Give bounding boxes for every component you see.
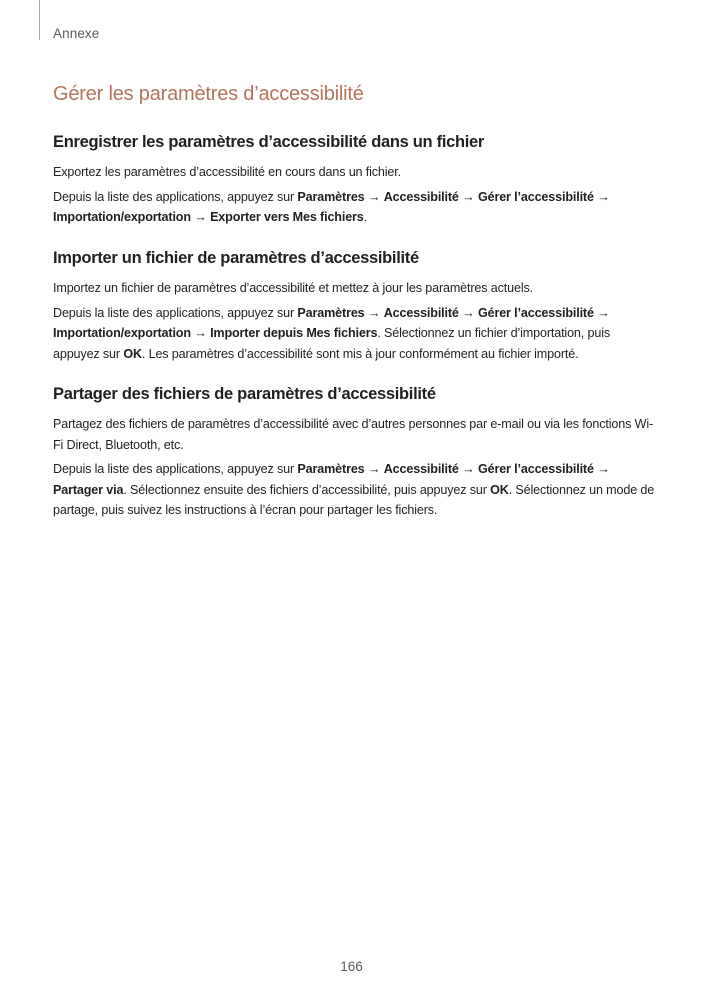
- arrow-icon: →: [367, 305, 381, 320]
- menu-path-item: Gérer l’accessibilité: [477, 462, 594, 476]
- section-share: [53, 383, 658, 525]
- menu-path-item: Partager via: [53, 482, 124, 497]
- steps-suffix: .: [363, 210, 368, 224]
- arrow-icon: →: [367, 189, 381, 204]
- section-intro: Importez un fichier de paramètres d’accessibilité et mettez à jour les paramètres actuels.: [53, 281, 533, 295]
- section-intro: Exportez les paramètres d’accessibilité en cours dans un fichier.: [53, 165, 401, 179]
- margin-rule: [39, 0, 40, 40]
- section-heading: Enregistrer les paramètres d’accessibilité dans un fichier: [53, 133, 485, 151]
- menu-path-item: Paramètres: [297, 305, 365, 320]
- menu-path-item: Gérer l’accessibilité: [477, 305, 594, 320]
- steps-mid: . Sélectionnez un fichier d’importation, puis appuyez sur: [53, 326, 610, 361]
- arrow-icon: →: [194, 210, 207, 224]
- arrow-icon: →: [462, 462, 475, 476]
- arrow-icon: →: [597, 305, 610, 320]
- section-steps: [53, 303, 658, 365]
- section-heading: Importer un fichier de paramètres d’accessibilité: [53, 249, 419, 267]
- section-steps: [53, 187, 658, 228]
- steps-prefix: Depuis la liste des applications, appuyez sur: [53, 305, 298, 320]
- section-import: [53, 247, 658, 368]
- steps-prefix: Depuis la liste des applications, appuyez sur: [53, 462, 298, 476]
- menu-path-item: Accessibilité: [383, 189, 459, 204]
- menu-path-item: Accessibilité: [383, 305, 459, 320]
- chapter-label: Annexe: [53, 26, 100, 41]
- steps-mid: . Sélectionnez ensuite des fichiers d’accessibilité, puis appuyez sur: [123, 482, 491, 497]
- menu-path-item: Importation/exportation: [53, 326, 191, 340]
- steps-suffix: . Les paramètres d’accessibilité sont mis à jour conformément au fichier importé.: [141, 346, 579, 361]
- arrow-icon: →: [367, 462, 381, 476]
- menu-path-item: Exporter vers Mes fichiers: [210, 210, 364, 224]
- steps-prefix: Depuis la liste des applications, appuyez sur: [53, 189, 298, 204]
- arrow-icon: →: [597, 462, 610, 476]
- page-title: Gérer les paramètres d’accessibilité: [53, 83, 364, 105]
- arrow-icon: →: [194, 326, 207, 340]
- steps-suffix: . Sélectionnez un mode de partage, puis suivez les instructions à l’écran pour partager les fichiers.: [53, 482, 655, 517]
- menu-path-item: Accessibilité: [383, 462, 459, 476]
- menu-path-item: Gérer l’accessibilité: [477, 189, 594, 204]
- menu-path-item: Importation/exportation: [53, 210, 191, 224]
- section-intro: Partagez des fichiers de paramètres d’accessibilité avec d’autres personnes par e-mail ou via les fonctions Wi-Fi Direct, Bluetooth, etc.: [53, 417, 654, 452]
- ok-label: OK: [490, 482, 509, 497]
- arrow-icon: →: [597, 189, 610, 204]
- arrow-icon: →: [462, 189, 475, 204]
- page-number: 166: [340, 959, 363, 974]
- ok-label: OK: [123, 346, 142, 361]
- menu-path-item: Paramètres: [297, 189, 365, 204]
- menu-path-item: Importer depuis Mes fichiers: [210, 326, 378, 340]
- section-heading: Partager des fichiers de paramètres d’accessibilité: [53, 385, 436, 403]
- menu-path-item: Paramètres: [297, 462, 365, 476]
- section-export: [53, 131, 658, 232]
- section-steps: [53, 459, 658, 521]
- arrow-icon: →: [462, 305, 475, 320]
